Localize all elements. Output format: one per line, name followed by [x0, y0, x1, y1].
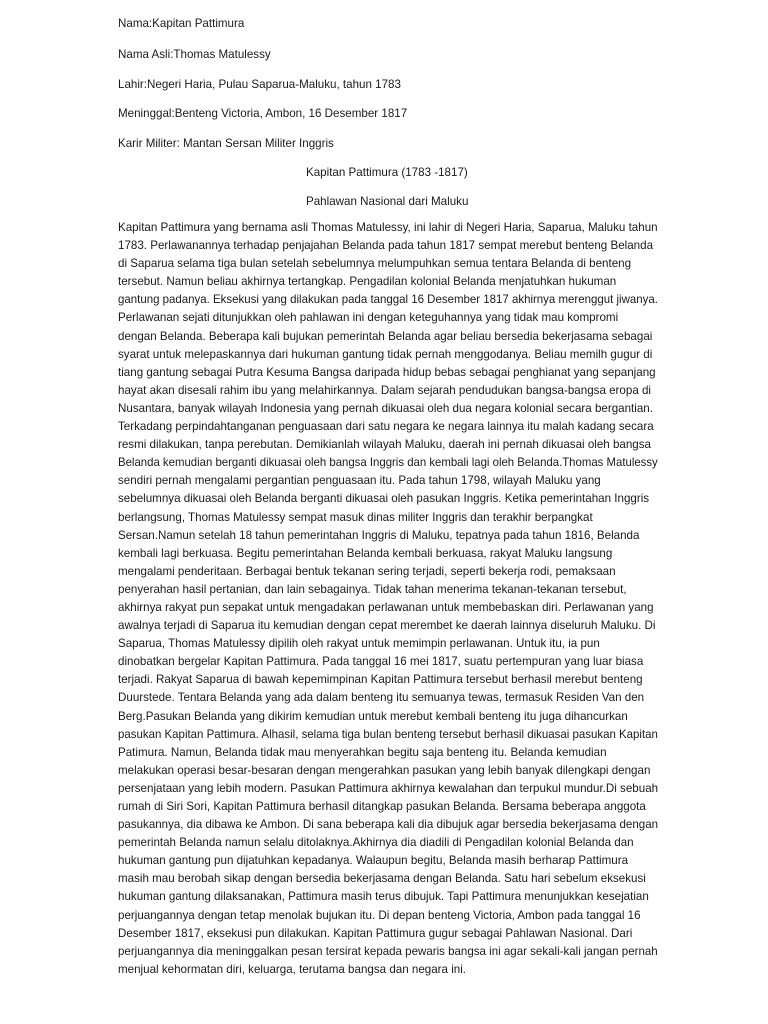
- paragraph-line: resmi dilakukan, tanpa perebutan. Demikianlah wilayah Maluku, daerah ini pernah dikuasai oleh bangsa: [118, 438, 651, 452]
- paragraph-line: rumah di Siri Sori, Kapitan Pattimura berhasil ditangkap pasukan Belanda. Bersama beberapa anggota: [118, 800, 646, 813]
- paragraph-line: berlangsung, Thomas Matulessy sempat masuk dinas militer Inggris dan terakhir berpangkat: [118, 510, 593, 524]
- paragraph-line: sendiri pernah mengalami pergantian penguasaan itu. Pada tahun 1798, wilayah Maluku yang: [118, 474, 601, 488]
- paragraph-line: akhirnya rakyat pun sepakat untuk mengadakan perlawanan untuk membebaskan diri. Perlawanan yang: [118, 600, 654, 614]
- paragraph-line: hayat akan disesali rahim ibu yang melahirkannya. Dalam sejarah pendudukan bangsa-bangsa eropa di: [118, 383, 652, 397]
- paragraph-line: pasukannya, dia dibawa ke Ambon. Di sana beberapa kali dia dibujuk agar bersedia bekerjasama dengan: [118, 818, 659, 832]
- paragraph-line: 1783. Perlawanannya terhadap penjajahan Belanda pada tahun 1817 sempat merebut benteng Belanda: [118, 239, 654, 253]
- paragraph-line: perjuangannya dia meninggalkan pesan tersirat kepada pewaris bangsa ini agar sekali-kali jangan pernah: [118, 944, 658, 958]
- paragraph-line: Patimura. Namun, Belanda tidak mau menyerahkan begitu saja benteng itu. Belanda kemudian: [118, 745, 607, 759]
- paragraph-line: perjuangannya dengan tetap menolak bujukan itu. Di depan benteng Victoria, Ambon pada tanggal 16: [118, 908, 641, 922]
- paragraph-line: hukuman gantung dilaksanakan, Pattimura masih terus dibujuk. Tapi Pattimura menunjukkan kesejatian: [118, 890, 649, 904]
- paragraph-line: persenjataan yang lebih modern. Pasukan Pattimura akhirnya kewalahan dan terpukul mundur.Di sebuah: [118, 781, 659, 795]
- paragraph-line: Nusantara, banyak wilayah Indonesia yang pernah dikuasai oleh dua negara kolonial secara bergantian.: [118, 401, 653, 415]
- paragraph-line: tiang gantung sebagai Putra Kesuma Bangsa daripada hidup bebas sebagai penghianat yang sepanjang: [118, 365, 656, 379]
- paragraph-line: Perlawanan sejati ditunjukkan oleh pahlawan ini dengan keteguhannya yang tidak mau kompromi: [118, 311, 619, 325]
- document-title: Kapitan Pattimura (1783 -1817): [306, 166, 468, 179]
- paragraph-line: Desember 1817, eksekusi pun dilakukan. Kapitan Pattimura gugur sebagai Pahlawan Nasional. Dari: [118, 926, 633, 940]
- paragraph-line: dengan Belanda. Beberapa kali bujukan pemerintah Belanda agar beliau bersedia bekerjasama sebagai: [118, 329, 653, 343]
- paragraph-line: di Saparua selama tiga bulan setelah sebelumnya melumpuhkan semua tentara Belanda di benteng: [118, 257, 632, 271]
- bio-nama-asli: Nama Asli:Thomas Matulessy: [118, 48, 271, 61]
- paragraph-line: awalnya terjadi di Saparua itu kemudian dengan cepat merembet ke daerah lainnya diseluruh Maluku. Di: [118, 619, 656, 633]
- paragraph-line: sebelumnya dikuasai oleh Belanda berganti dikuasai oleh pasukan Inggris. Ketika pemerintahan Inggris: [118, 492, 650, 506]
- paragraph-line: dinobatkan bergelar Kapitan Pattimura. Pada tanggal 16 mei 1817, suatu pertempuran yang luar biasa: [118, 655, 644, 669]
- paragraph-line: menjual kehormatan diri, keluarga, terutama bangsa dan negara ini.: [118, 962, 467, 976]
- paragraph-line: Saparua, Thomas Matulessy dipilih oleh rakyat untuk memimpin perlawanan. Untuk itu, ia pun: [118, 637, 600, 651]
- bio-lahir: Lahir:Negeri Haria, Pulau Saparua-Maluku, tahun 1783: [118, 78, 401, 91]
- body-paragraph: [118, 219, 658, 979]
- paragraph-line: Sersan.Namun setelah 18 tahun pemerintahan Inggris di Maluku, tepatnya pada tahun 1816, Belanda: [118, 528, 640, 542]
- bio-nama: Nama:Kapitan Pattimura: [118, 17, 245, 30]
- paragraph-line: terjadi. Rakyat Saparua di bawah kepemimpinan Kapitan Pattimura tersebut berhasil merebut benteng: [118, 673, 643, 687]
- paragraph-line: Terkadang perpindahtanganan penguasaan dari satu negara ke negara lainnya itu malah kadang secara: [118, 420, 654, 434]
- bio-meninggal: Meninggal:Benteng Victoria, Ambon, 16 Desember 1817: [118, 107, 408, 120]
- paragraph-line: Kapitan Pattimura yang bernama asli Thomas Matulessy, ini lahir di Negeri Haria, Saparua, Maluku tahun: [118, 221, 658, 234]
- bio-karir-militer: Karir Militer: Mantan Sersan Militer Inggris: [118, 137, 334, 150]
- paragraph-line: Duurstede. Tentara Belanda yang ada dalam benteng itu semuanya tewas, termasuk Residen Van den: [118, 691, 645, 705]
- paragraph-line: hukuman gantung pun dijatuhkan kepadanya. Walaupun begitu, Belanda masih berharap Pattimura: [118, 854, 629, 868]
- paragraph-line: tersebut. Namun beliau akhirnya tertangkap. Pengadilan kolonial Belanda menjatuhkan hukuman: [118, 275, 617, 289]
- paragraph-line: mengalami penderitaan. Berbagai bentuk tekanan sering terjadi, seperti bekerja rodi, pemaksaan: [118, 564, 616, 578]
- paragraph-line: pasukan Kapitan Pattimura. Alhasil, selama tiga bulan benteng tersebut berhasil dikuasai pasukan Kapitan: [118, 727, 658, 741]
- paragraph-line: Berg.Pasukan Belanda yang dikirim kemudian untuk merebut kembali benteng itu juga dihancurkan: [118, 709, 628, 723]
- paragraph-line: gantung padanya. Eksekusi yang dilakukan pada tanggal 16 Desember 1817 akhirnya merenggut jiwanya.: [118, 293, 658, 307]
- paragraph-line: kembali lagi berkuasa. Begitu pemerintahan Belanda kembali berkuasa, rakyat Maluku langsung: [118, 546, 613, 560]
- paragraph-line: syarat untuk melepaskannya dari hukuman gantung tidak pernah menggodanya. Beliau memilh gugur di: [118, 347, 653, 361]
- paragraph-line: melakukan operasi besar-besaran dengan mengerahkan pasukan yang lebih banyak dilengkapi dengan: [118, 763, 651, 777]
- paragraph-line: Belanda kemudian berganti dikuasai oleh bangsa Inggris dan kembali lagi oleh Belanda.Thomas Matulessy: [118, 456, 658, 470]
- paragraph-line: masih mau berobah sikap dengan bersedia bekerjasama dengan Belanda. Satu hari sebelum eksekusi: [118, 872, 646, 886]
- paragraph-line: penyerahan hasil pertanian, dan lain sebagainya. Tidak tahan menerima tekanan-tekanan tersebut,: [118, 582, 627, 596]
- paragraph-line: pemerintah Belanda namun selalu ditolaknya.Akhirnya dia diadili di Pengadilan kolonial Belanda dan: [118, 836, 634, 850]
- document-subtitle: Pahlawan Nasional dari Maluku: [306, 195, 469, 208]
